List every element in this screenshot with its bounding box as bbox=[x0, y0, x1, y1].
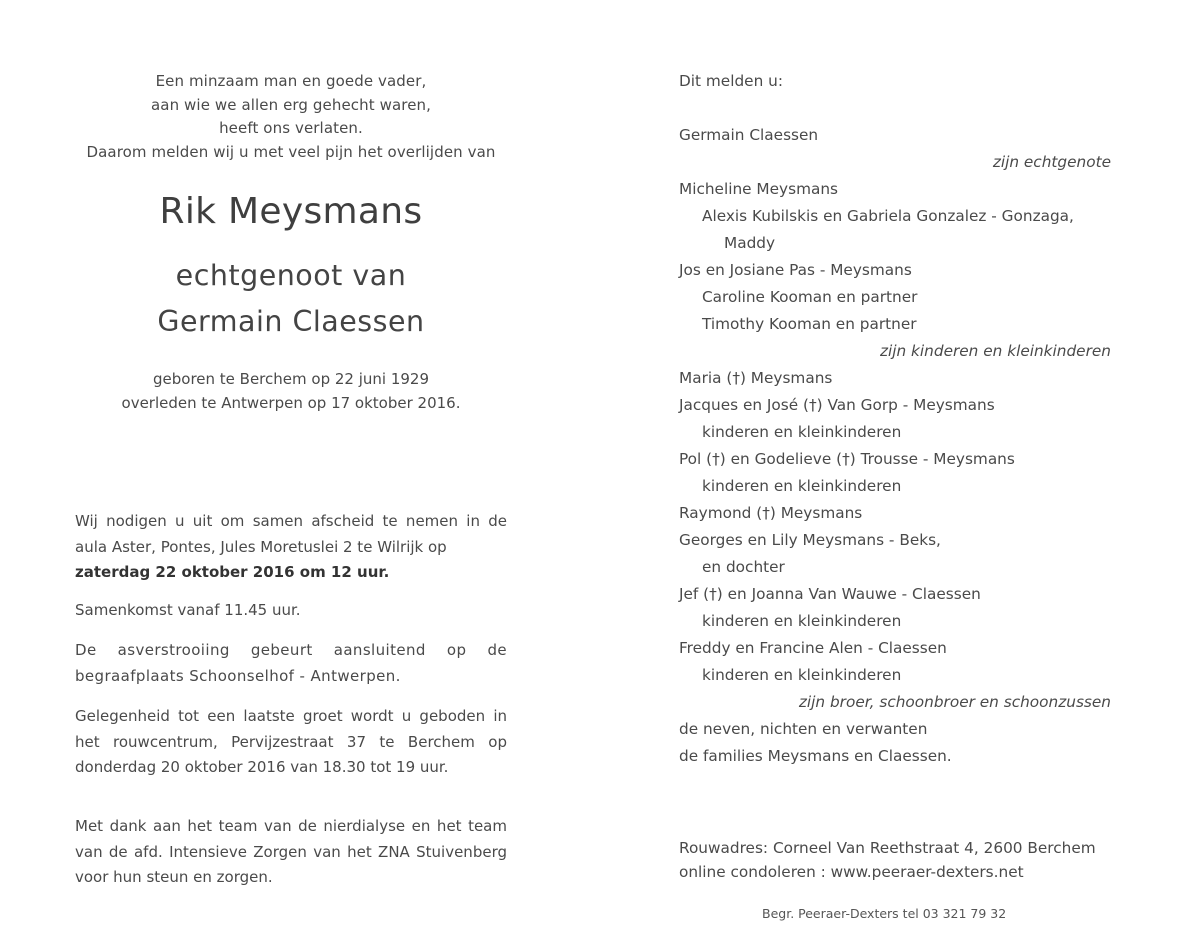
invitation-date: zaterdag 22 oktober 2016 om 12 uur. bbox=[75, 563, 390, 581]
invitation-paragraph bbox=[75, 509, 507, 586]
family-member: Freddy en Francine Alen - Claessen bbox=[679, 639, 947, 657]
family-member: Germain Claessen bbox=[679, 126, 819, 144]
family-member: Jacques en José (†) Van Gorp - Meysmans bbox=[679, 396, 995, 414]
family-member: Jef (†) en Joanna Van Wauwe - Claessen bbox=[679, 585, 981, 603]
relation-label: zijn kinderen en kleinkinderen bbox=[879, 342, 1111, 360]
deceased-name: Rik Meysmans bbox=[159, 191, 423, 232]
dates-block bbox=[75, 367, 507, 415]
farewell-paragraph: Gelegenheid tot een laatste groet wordt u geboden in het rouwcentrum, Pervijzestraat 37 te Berchem op donderdag 20 oktober 2016 van 18.30 tot 19 uur. bbox=[75, 707, 507, 776]
family-member: Caroline Kooman en partner bbox=[702, 288, 918, 306]
relation-label: zijn broer, schoonbroer en schoonzussen bbox=[798, 693, 1111, 711]
birth-date: geboren te Berchem op 22 juni 1929 bbox=[153, 370, 429, 388]
scattering-paragraph: De asverstrooiing gebeurt aansluitend op de begraafplaats Schoonselhof - Antwerpen. bbox=[75, 641, 507, 685]
family-member: Jos en Josiane Pas - Meysmans bbox=[679, 261, 912, 279]
mourning-address: Rouwadres: Corneel Van Reethstraat 4, 2600 Berchem bbox=[679, 839, 1096, 857]
family-member: de neven, nichten en verwanten bbox=[679, 720, 928, 738]
family-member: Alexis Kubilskis en Gabriela Gonzalez - Gonzaga, bbox=[702, 207, 1074, 225]
family-member: kinderen en kleinkinderen bbox=[702, 666, 902, 684]
intro-line: aan wie we allen erg gehecht waren, bbox=[151, 95, 431, 114]
family-member: Georges en Lily Meysmans - Beks, bbox=[679, 531, 941, 549]
intro-line: Een minzaam man en goede vader, bbox=[155, 72, 427, 90]
contact-block bbox=[679, 836, 1096, 884]
spacer bbox=[679, 95, 1111, 122]
right-column bbox=[679, 68, 1111, 770]
spouse-block bbox=[75, 253, 507, 345]
family-member: en dochter bbox=[702, 558, 785, 576]
family-member: kinderen en kleinkinderen bbox=[702, 477, 902, 495]
family-member: Timothy Kooman en partner bbox=[702, 315, 917, 333]
intro-line: heeft ons verlaten. bbox=[219, 119, 363, 137]
family-member: Maria (†) Meysmans bbox=[679, 369, 833, 387]
family-list bbox=[679, 122, 1111, 770]
gathering-paragraph: Samenkomst vanaf 11.45 uur. bbox=[75, 601, 301, 619]
spouse-label: echtgenoot van bbox=[175, 259, 407, 292]
online-condolences: online condoleren : www.peeraer-dexters.net bbox=[679, 863, 1024, 881]
family-member: kinderen en kleinkinderen bbox=[702, 612, 902, 630]
relation-label: zijn echtgenote bbox=[992, 153, 1111, 171]
family-member: Maddy bbox=[724, 234, 776, 252]
family-member: Micheline Meysmans bbox=[679, 180, 839, 198]
thanks-paragraph: Met dank aan het team van de nierdialyse en het team van de afd. Intensieve Zorgen van het ZNA Stuivenberg voor hun steun en zorgen. bbox=[75, 817, 507, 886]
funeral-director-footer: Begr. Peeraer-Dexters tel 03 321 79 32 bbox=[762, 906, 1007, 921]
family-member: de families Meysmans en Claessen. bbox=[679, 747, 952, 765]
spouse-name: Germain Claessen bbox=[157, 305, 425, 338]
family-member: Raymond (†) Meysmans bbox=[679, 504, 863, 522]
death-date: overleden te Antwerpen op 17 oktober 2016. bbox=[121, 394, 461, 412]
intro-text bbox=[65, 70, 517, 164]
intro-line: Daarom melden wij u met veel pijn het overlijden van bbox=[86, 142, 496, 161]
family-member: Pol (†) en Godelieve (†) Trousse - Meysmans bbox=[679, 450, 1015, 468]
invitation-text: Wij nodigen u uit om samen afscheid te nemen in de aula Aster, Pontes, Jules Moretuslei 2 te Wilrijk op bbox=[75, 512, 507, 556]
family-member: kinderen en kleinkinderen bbox=[702, 423, 902, 441]
announcers-heading: Dit melden u: bbox=[679, 72, 783, 90]
left-column bbox=[75, 70, 507, 886]
